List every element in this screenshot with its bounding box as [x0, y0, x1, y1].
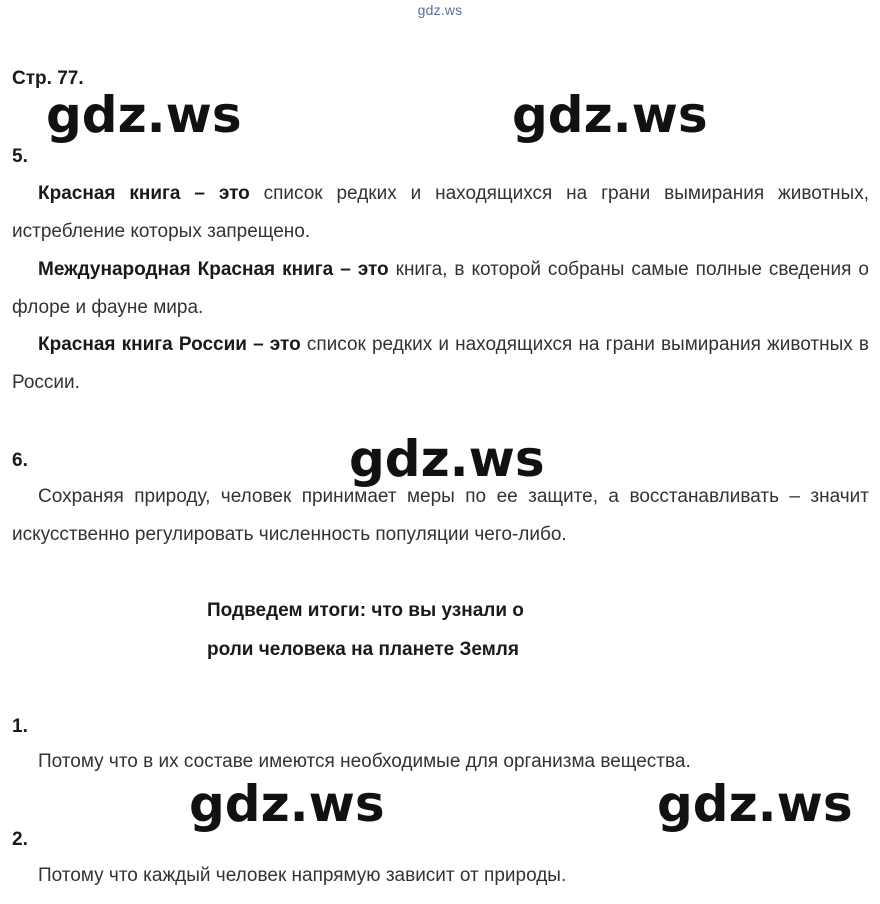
paragraph-russia-red-book — [12, 326, 869, 402]
task-6-answer: Сохраняя природу, человек принимает меры по ее защите, а восстанавливать – значит искусственно регулировать численность популяции чего-либо. — [12, 486, 869, 545]
site-link[interactable]: gdz.ws — [417, 2, 463, 18]
term-russia-red-book: Красная книга России – это — [38, 334, 301, 355]
watermark: gdz.ws — [512, 86, 708, 144]
watermark: gdz.ws — [189, 775, 385, 833]
answer-number-2: 2. — [12, 829, 28, 850]
paragraph-red-book — [12, 175, 869, 251]
watermark: gdz.ws — [46, 86, 242, 144]
watermark: gdz.ws — [349, 430, 545, 488]
answer-2-text: Потому что каждый человек напрямую зависит от природы. — [38, 865, 567, 886]
summary-heading-line-2: роли человека на планете Земля — [207, 639, 519, 660]
term-red-book: Красная книга – это — [38, 183, 250, 204]
task-number-5: 5. — [12, 146, 28, 167]
definition-international-red-book: книга, в которой собраны самые полные сведения о флоре и фауне мира. — [12, 259, 869, 318]
page-reference: Стр. 77. — [12, 68, 84, 89]
definition-russia-red-book: список редких и находящихся на грани вымирания животных в России. — [12, 334, 869, 393]
paragraph-task-6 — [12, 478, 869, 554]
definition-red-book: список редких и находящихся на грани вымирания животных, истребление которых запрещено. — [12, 183, 869, 242]
watermark: gdz.ws — [657, 775, 853, 833]
summary-heading-line-1: Подведем итоги: что вы узнали о — [207, 600, 524, 621]
answer-2 — [12, 857, 869, 895]
paragraph-international-red-book — [12, 251, 869, 327]
answer-number-1: 1. — [12, 716, 28, 737]
term-international-red-book: Международная Красная книга – это — [38, 259, 389, 280]
task-number-6: 6. — [12, 450, 28, 471]
answer-1-text: Потому что в их составе имеются необходимые для организма вещества. — [38, 751, 691, 772]
